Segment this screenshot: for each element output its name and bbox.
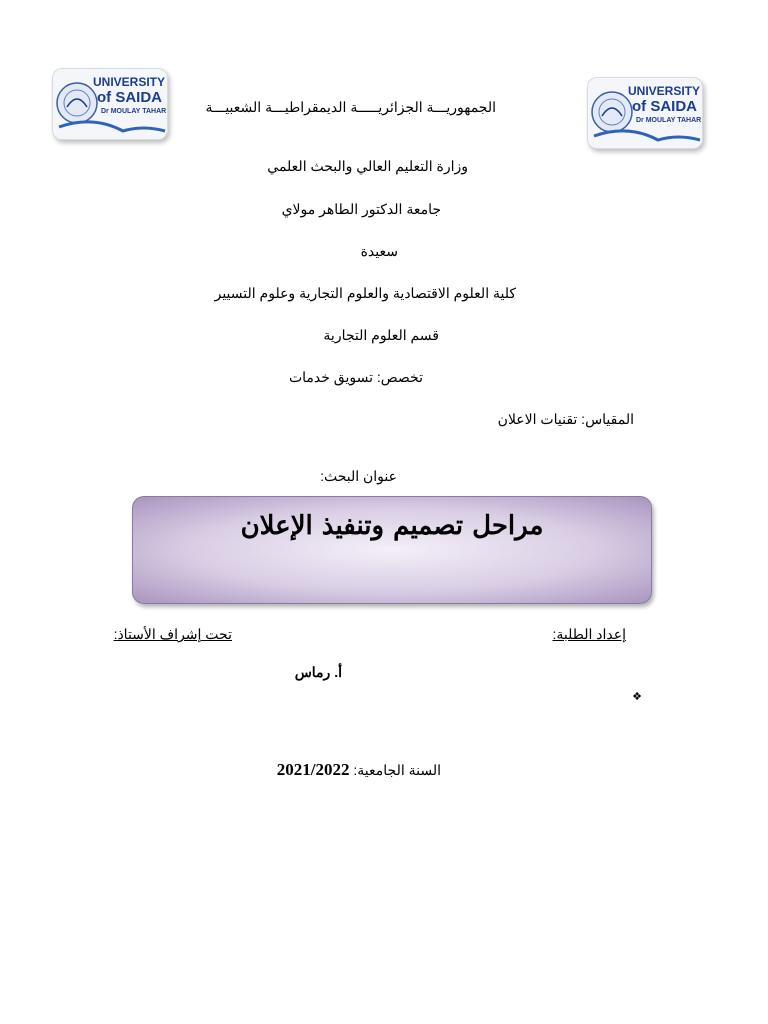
supervisor-label: تحت إشراف الأستاذ: [113,626,232,642]
university-heading: جامعة الدكتور الطاهر مولاي [281,201,441,217]
university-logo-left [52,68,168,140]
prepared-by-label: إعداد الطلبة: [552,626,626,642]
faculty-heading: كلية العلوم الاقتصادية والعلوم التجارية وعلوم التسيير [214,285,516,301]
logo-university-text: UNIVERSITY [628,84,701,98]
ministry-heading: وزارة التعليم العالي والبحث العلمي [267,158,468,174]
specialty-heading: تخصص: تسويق خدمات [288,369,423,385]
academic-year-label: السنة الجامعية: [353,762,441,778]
module-label: المقياس: تقنيات الاعلان [497,411,634,427]
city-heading: سعيدة [360,243,398,259]
republic-heading: الجمهوريـــة الجزائريـــــة الديمقراطيـــة الشعبيـــة [205,99,496,115]
research-title-label: عنوان البحث: [320,468,397,484]
logo-moulay-text: Dr MOULAY TAHAR [101,108,167,115]
logo-moulay-text: Dr MOULAY TAHAR [636,117,702,124]
department-heading: قسم العلوم التجارية [323,327,439,343]
logo-saida-text: of SAIDA [632,98,697,115]
bullet-icon: ❖ [632,691,642,703]
logo-saida-text: of SAIDA [97,89,162,106]
research-title: مراحل تصميم وتنفيذ الإعلان [240,511,544,541]
university-logo-right [587,77,703,149]
supervisor-name: أ. رماس [294,664,342,680]
academic-year [277,761,441,779]
academic-year-value: 2021/2022 [276,760,350,779]
logo-university-text: UNIVERSITY [93,75,166,89]
research-title-box [132,496,652,604]
